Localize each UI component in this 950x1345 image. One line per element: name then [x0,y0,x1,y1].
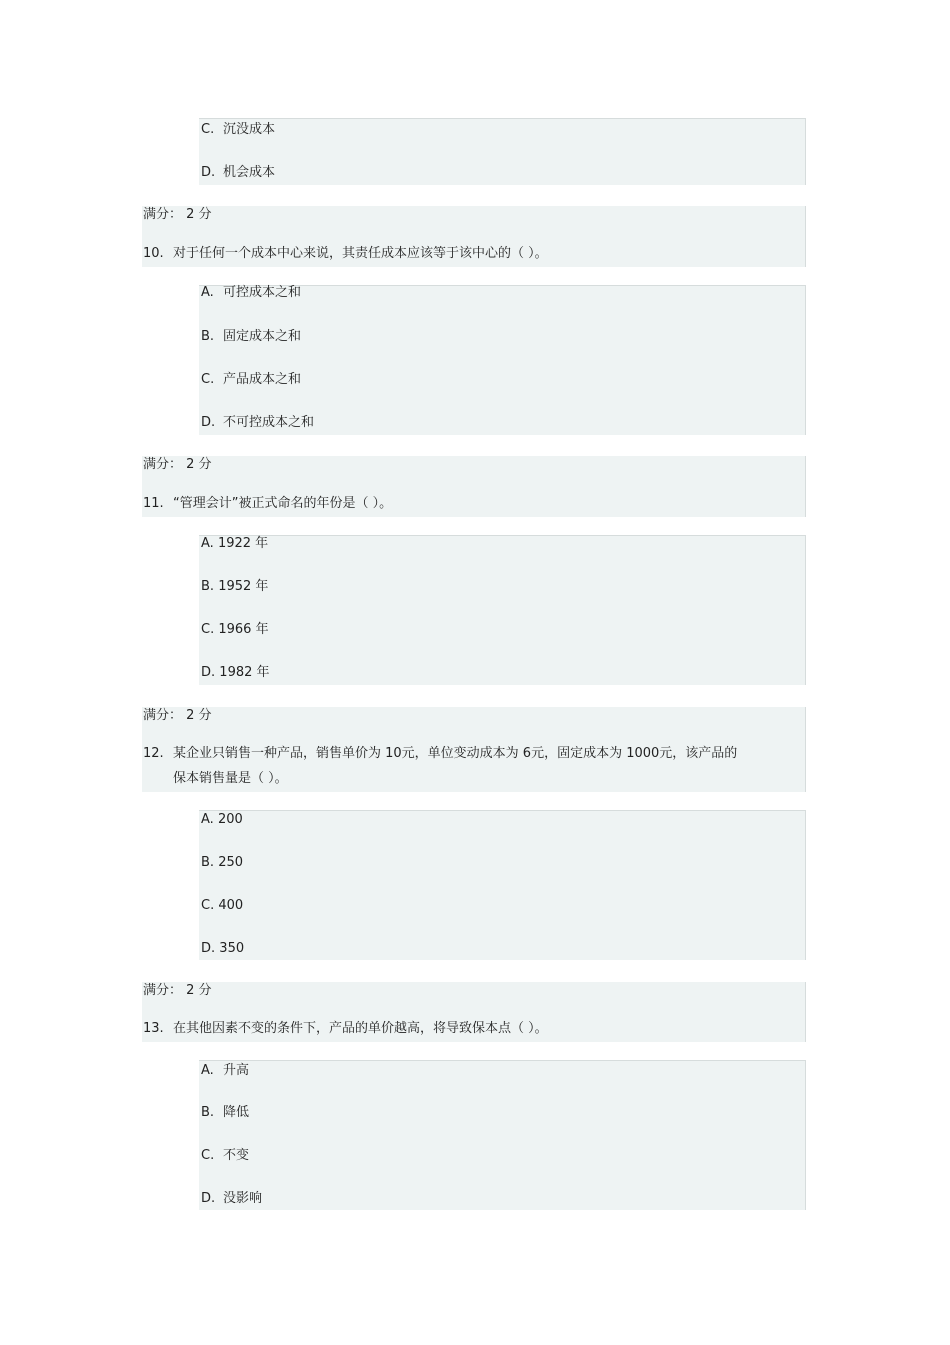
q12-score: 满分： 2 分 [143,708,212,723]
q13-option-c[interactable] [201,1147,249,1165]
question-number: 13. [143,1021,164,1036]
option-text: 沉没成本 [223,122,276,137]
q12-options [199,810,806,960]
q13-option-d[interactable] [201,1190,262,1208]
option-letter: C. [201,372,215,387]
option-letter: C. [201,122,215,137]
option-text: 机会成本 [223,165,276,180]
option-text: 400 [218,898,244,913]
option-text: 1982 年 [219,665,270,680]
option-letter: A. [201,285,214,300]
option-letter: A. [201,812,214,827]
option-letter: D. [201,1191,216,1206]
q11-score: 满分： 2 分 [143,457,212,472]
option-text: 固定成本之和 [223,329,302,344]
q10-option-b[interactable] [201,328,301,346]
q12-option-c[interactable] [201,897,243,915]
option-letter: C. [201,622,215,637]
q10-block [142,206,806,267]
q11-option-a[interactable] [201,535,268,553]
q13-option-a[interactable] [201,1062,249,1080]
question-number: 11. [143,496,164,511]
question-text: “管理会计”被正式命名的年份是（ ）。 [173,496,393,511]
q12-block [142,707,806,792]
q13-question [143,1020,548,1038]
q9-options [199,118,806,185]
option-text: 可控成本之和 [223,285,302,300]
option-text: 不变 [223,1148,250,1163]
q11-option-d[interactable] [201,664,270,682]
option-text: 1966 年 [218,622,269,637]
q11-option-b[interactable] [201,578,268,596]
option-letter: D. [201,415,216,430]
q10-option-d[interactable] [201,414,314,432]
option-letter: B. [201,855,215,870]
q13-options [199,1060,806,1210]
question-number: 12. [143,746,164,761]
q13-block [142,982,806,1042]
option-letter: D. [201,165,216,180]
option-text: 升高 [223,1063,250,1078]
question-text: 对于任何一个成本中心来说，其责任成本应该等于该中心的（ ）。 [173,246,548,261]
option-letter: B. [201,1105,215,1120]
option-text: 不可控成本之和 [223,415,315,430]
option-letter: D. [201,941,216,956]
option-letter: A. [201,536,214,551]
option-letter: D. [201,665,216,680]
q12-option-a[interactable] [201,811,243,829]
question-text: 在其他因素不变的条件下，产品的单价越高，将导致保本点（ ）。 [173,1021,548,1036]
q10-score: 满分： 2 分 [143,207,212,222]
option-text: 350 [219,941,245,956]
q11-option-c[interactable] [201,621,269,639]
option-text: 降低 [223,1105,250,1120]
q12-question-line2: 保本销售量是（ ）。 [173,771,288,786]
option-text: 250 [218,855,244,870]
option-letter: A. [201,1063,214,1078]
q12-question [143,745,737,763]
q10-options [199,285,806,435]
q11-question [143,495,392,513]
q11-options [199,535,806,685]
q12-option-d[interactable] [201,940,244,958]
q9-option-c[interactable] [201,121,275,139]
q13-score: 满分： 2 分 [143,983,212,998]
q10-option-a[interactable] [201,284,301,302]
question-number: 10. [143,246,164,261]
q10-question [143,245,548,263]
option-letter: B. [201,329,215,344]
option-text: 200 [217,812,243,827]
option-letter: C. [201,898,215,913]
option-letter: C. [201,1148,215,1163]
q13-option-b[interactable] [201,1104,249,1122]
option-text: 1952 年 [218,579,269,594]
q9-option-d[interactable] [201,164,275,182]
q11-block [142,456,806,517]
option-text: 没影响 [223,1191,263,1206]
q12-option-b[interactable] [201,854,243,872]
option-text: 1922 年 [217,536,269,551]
option-letter: B. [201,579,215,594]
option-text: 产品成本之和 [223,372,302,387]
question-text: 某企业只销售一种产品，销售单价为 10元，单位变动成本为 6元，固定成本为 1000元，该产品的 [173,746,738,761]
q10-option-c[interactable] [201,371,301,389]
